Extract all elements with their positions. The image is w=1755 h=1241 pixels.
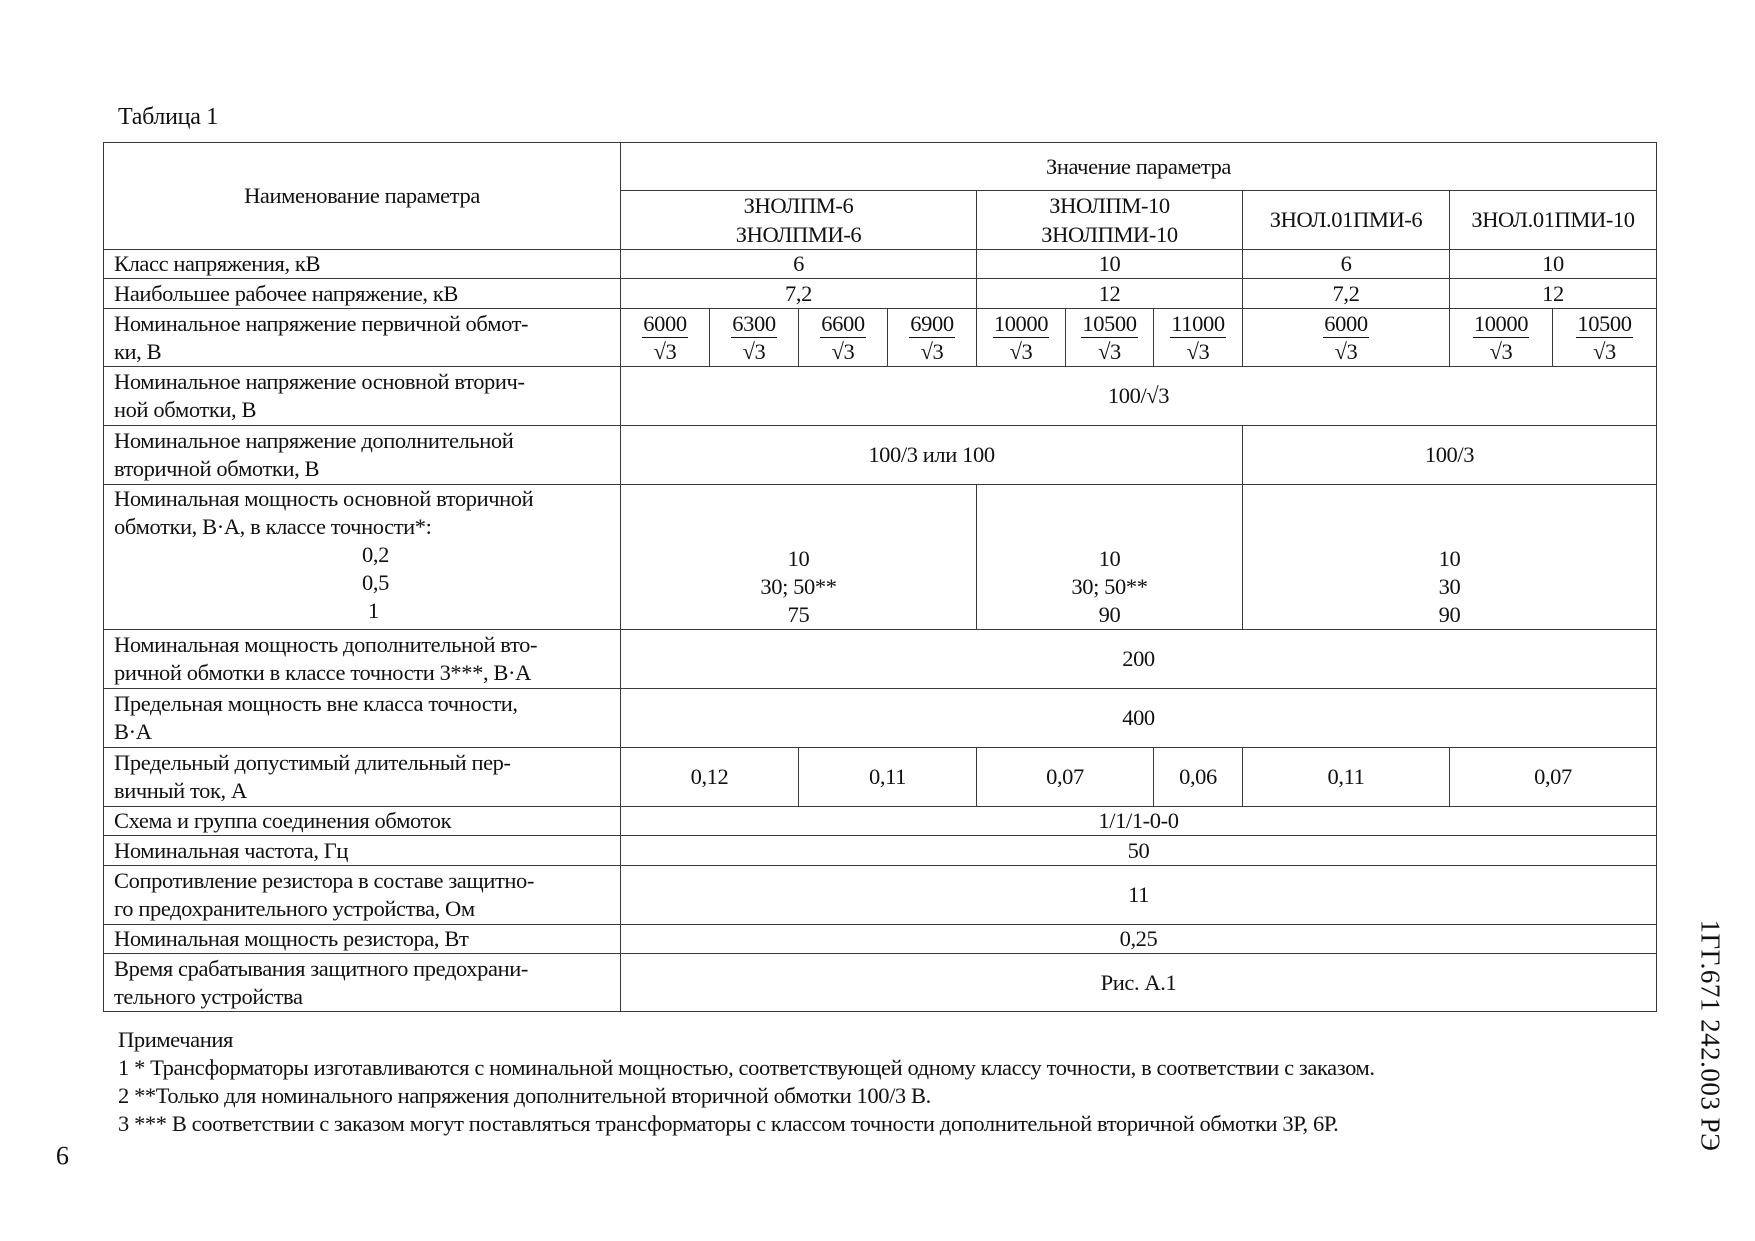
param-label: Номинальная частота, Гц: [104, 836, 621, 866]
header-model: ЗНОЛ.01ПМИ-10: [1450, 191, 1657, 250]
param-label: Класс напряжения, кВ: [104, 250, 621, 279]
cell-value: 7,2: [1243, 279, 1450, 309]
table-row: [104, 279, 1657, 309]
cell-value: 0,11: [1243, 748, 1450, 807]
note-item: 3 *** В соответствии с заказом могут поставляться трансформаторы с классом точности дополнительной вторичной обмотки 3Р, 6Р.: [118, 1111, 1339, 1136]
param-label: Номинальная мощность основной вторичной обмотки, В·А, в классе точности*: 0,2 0,5 1: [104, 485, 621, 630]
cell-fraction: $\frac{6000}{√3}$: [621, 309, 710, 367]
table-row: [104, 485, 1657, 630]
table-row: [104, 836, 1657, 866]
cell-value: 0,07: [977, 748, 1154, 807]
cell-value: 100/3: [1243, 426, 1657, 485]
header-param: Наименование параметра: [104, 143, 621, 250]
param-label: Время срабатывания защитного предохрани- тельного устройства: [104, 954, 621, 1012]
table-row: [104, 630, 1657, 689]
cell-fraction: $\frac{6900}{√3}$: [888, 309, 977, 367]
cell-fraction: $\frac{10000}{√3}$: [977, 309, 1066, 367]
cell-fraction: $\frac{10500}{√3}$: [1553, 309, 1657, 367]
page-number: 9: [56, 1141, 69, 1170]
param-label: Предельная мощность вне класса точности, В·А: [104, 689, 621, 748]
param-label: Номинальное напряжение дополнительной вторичной обмотки, В: [104, 426, 621, 485]
note-item: 1 * Трансформаторы изготавливаются с номинальной мощностью, соответствующей одному классу точности, в соответствии с заказом.: [118, 1055, 1375, 1080]
cell-value: 1/1/1-0-0: [621, 807, 1657, 836]
table-row: [104, 367, 1657, 426]
param-label: Наибольшее рабочее напряжение, кВ: [104, 279, 621, 309]
spec-table: [103, 142, 1657, 1012]
header-value-group: Значение параметра: [621, 143, 1657, 191]
cell-value: 12: [1450, 279, 1657, 309]
cell-value: 10: [977, 250, 1243, 279]
header-model: ЗНОЛ.01ПМИ-6: [1243, 191, 1450, 250]
table-row: [104, 426, 1657, 485]
accuracy-class: 0,5: [362, 570, 389, 595]
param-label: Номинальная мощность дополнительной вто- ричной обмотки в классе точности 3***, В·А: [104, 630, 621, 689]
cell-value: 100/√3: [621, 367, 1657, 426]
table-row: [104, 689, 1657, 748]
cell-fraction: $\frac{10000}{√3}$: [1450, 309, 1553, 367]
cell-value: 10 30 90: [1243, 485, 1657, 630]
cell-fraction: $\frac{6000}{√3}$: [1243, 309, 1450, 367]
table-row: [104, 954, 1657, 1012]
notes-title: Примечания: [118, 1027, 233, 1052]
cell-value: 0,07: [1450, 748, 1657, 807]
cell-value: 0,25: [621, 925, 1657, 954]
table-row: [104, 309, 1657, 367]
cell-value: 50: [621, 836, 1657, 866]
cell-value: Рис. А.1: [621, 954, 1657, 1012]
table-row: [104, 807, 1657, 836]
cell-value: 10 30; 50** 90: [977, 485, 1243, 630]
cell-value: 7,2: [621, 279, 977, 309]
header-row-1: [104, 143, 1657, 191]
cell-value: 200: [621, 630, 1657, 689]
cell-fraction: $\frac{10500}{√3}$: [1066, 309, 1154, 367]
note-item: 2 **Только для номинального напряжения дополнительной вторичной обмотки 100/3 В.: [118, 1083, 931, 1108]
table-row: [104, 748, 1657, 807]
cell-fraction: $\frac{6600}{√3}$: [799, 309, 888, 367]
header-model: ЗНОЛПМ-10 ЗНОЛПМИ-10: [977, 191, 1243, 250]
param-label: Сопротивление резистора в составе защитно- го предохранительного устройства, Ом: [104, 866, 621, 925]
cell-value: 400: [621, 689, 1657, 748]
cell-value: 10 30; 50** 75: [621, 485, 977, 630]
cell-fraction: $\frac{11000}{√3}$: [1154, 309, 1243, 367]
cell-fraction: $\frac{6300}{√3}$: [710, 309, 799, 367]
param-label: Номинальное напряжение основной вторич- ной обмотки, В: [104, 367, 621, 426]
param-label: Номинальная мощность резистора, Вт: [104, 925, 621, 954]
notes: [118, 1026, 1375, 1138]
cell-value: 12: [977, 279, 1243, 309]
header-model: ЗНОЛПМ-6 ЗНОЛПМИ-6: [621, 191, 977, 250]
cell-value: 11: [621, 866, 1657, 925]
cell-value: 6: [1243, 250, 1450, 279]
table-row: [104, 866, 1657, 925]
table-row: [104, 250, 1657, 279]
cell-value: 10: [1450, 250, 1657, 279]
accuracy-class: 1: [368, 598, 379, 623]
param-label: Номинальное напряжение первичной обмот- ки, В: [104, 309, 621, 367]
cell-value: 0,11: [799, 748, 977, 807]
cell-value: 0,12: [621, 748, 799, 807]
table-caption: Таблица 1: [118, 104, 218, 130]
cell-value: 100/3 или 100: [621, 426, 1243, 485]
table-row: [104, 925, 1657, 954]
cell-value: 0,06: [1154, 748, 1243, 807]
document-code: 1ГГ.671 242.003 РЭ: [1695, 919, 1726, 1152]
cell-value: 6: [621, 250, 977, 279]
accuracy-class: 0,2: [362, 542, 389, 567]
param-label: Схема и группа соединения обмоток: [104, 807, 621, 836]
param-label: Предельный допустимый длительный пер- вичный ток, А: [104, 748, 621, 807]
